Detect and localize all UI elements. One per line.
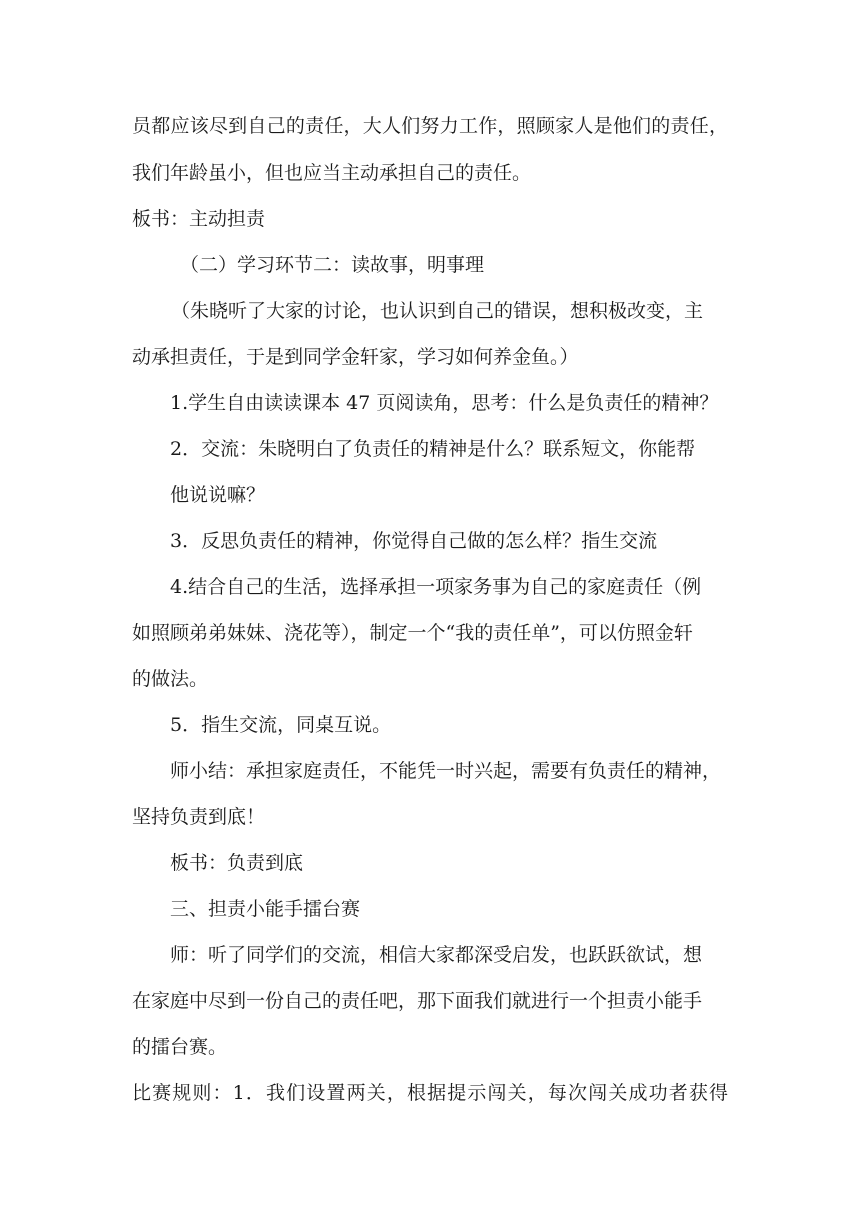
text-line: 的做法。	[132, 668, 209, 690]
text-line: 坚持负责到底！	[132, 806, 266, 828]
list-item: 2．交流：朱晓明白了负责任的精神是什么？联系短文，你能帮	[170, 438, 696, 460]
list-item: 1.学生自由读读课本 47 页阅读角，思考：什么是负责任的精神？	[170, 392, 719, 414]
list-item: 3．反思负责任的精神，你觉得自己做的怎么样？指生交流	[170, 530, 658, 552]
text-line: 板书：负责到底	[170, 852, 304, 874]
text-line: 师小结：承担家庭责任，不能凭一时兴起，需要有负责任的精神，	[170, 760, 722, 782]
text-line: 板书：主动担责	[132, 208, 266, 230]
list-item: 4.结合自己的生活，选择承担一项家务事为自己的家庭责任（例	[170, 576, 702, 598]
text-line: 在家庭中尽到一份自己的责任吧，那下面我们就进行一个担责小能手	[132, 990, 703, 1012]
text-line: 员都应该尽到自己的责任，大人们努力工作，照顾家人是他们的责任，	[132, 115, 728, 137]
text-line: 他说说嘛？	[170, 484, 266, 506]
list-item: 5．指生交流，同桌互说。	[170, 714, 392, 736]
section-heading: （二）学习环节二：读故事，明事理	[180, 254, 485, 276]
section-heading: 三、担责小能手擂台赛	[170, 898, 361, 920]
text-line: 我们年龄虽小，但也应当主动承担自己的责任。	[132, 162, 532, 184]
text-line: 比赛规则：1．我们设置两关，根据提示闯关，每次闯关成功者获得	[132, 1082, 728, 1104]
text-line: 如照顾弟弟妹妹、浇花等），制定一个“我的责任单”，可以仿照金轩	[132, 622, 693, 644]
text-line: 的擂台赛。	[132, 1036, 228, 1058]
text-line: 动承担责任，于是到同学金轩家，学习如何养金鱼。）	[132, 346, 579, 368]
text-line: （朱晓听了大家的讨论，也认识到自己的错误，想积极改变，主	[171, 300, 704, 322]
text-line: 师：听了同学们的交流，相信大家都深受启发，也跃跃欲试，想	[170, 944, 703, 966]
